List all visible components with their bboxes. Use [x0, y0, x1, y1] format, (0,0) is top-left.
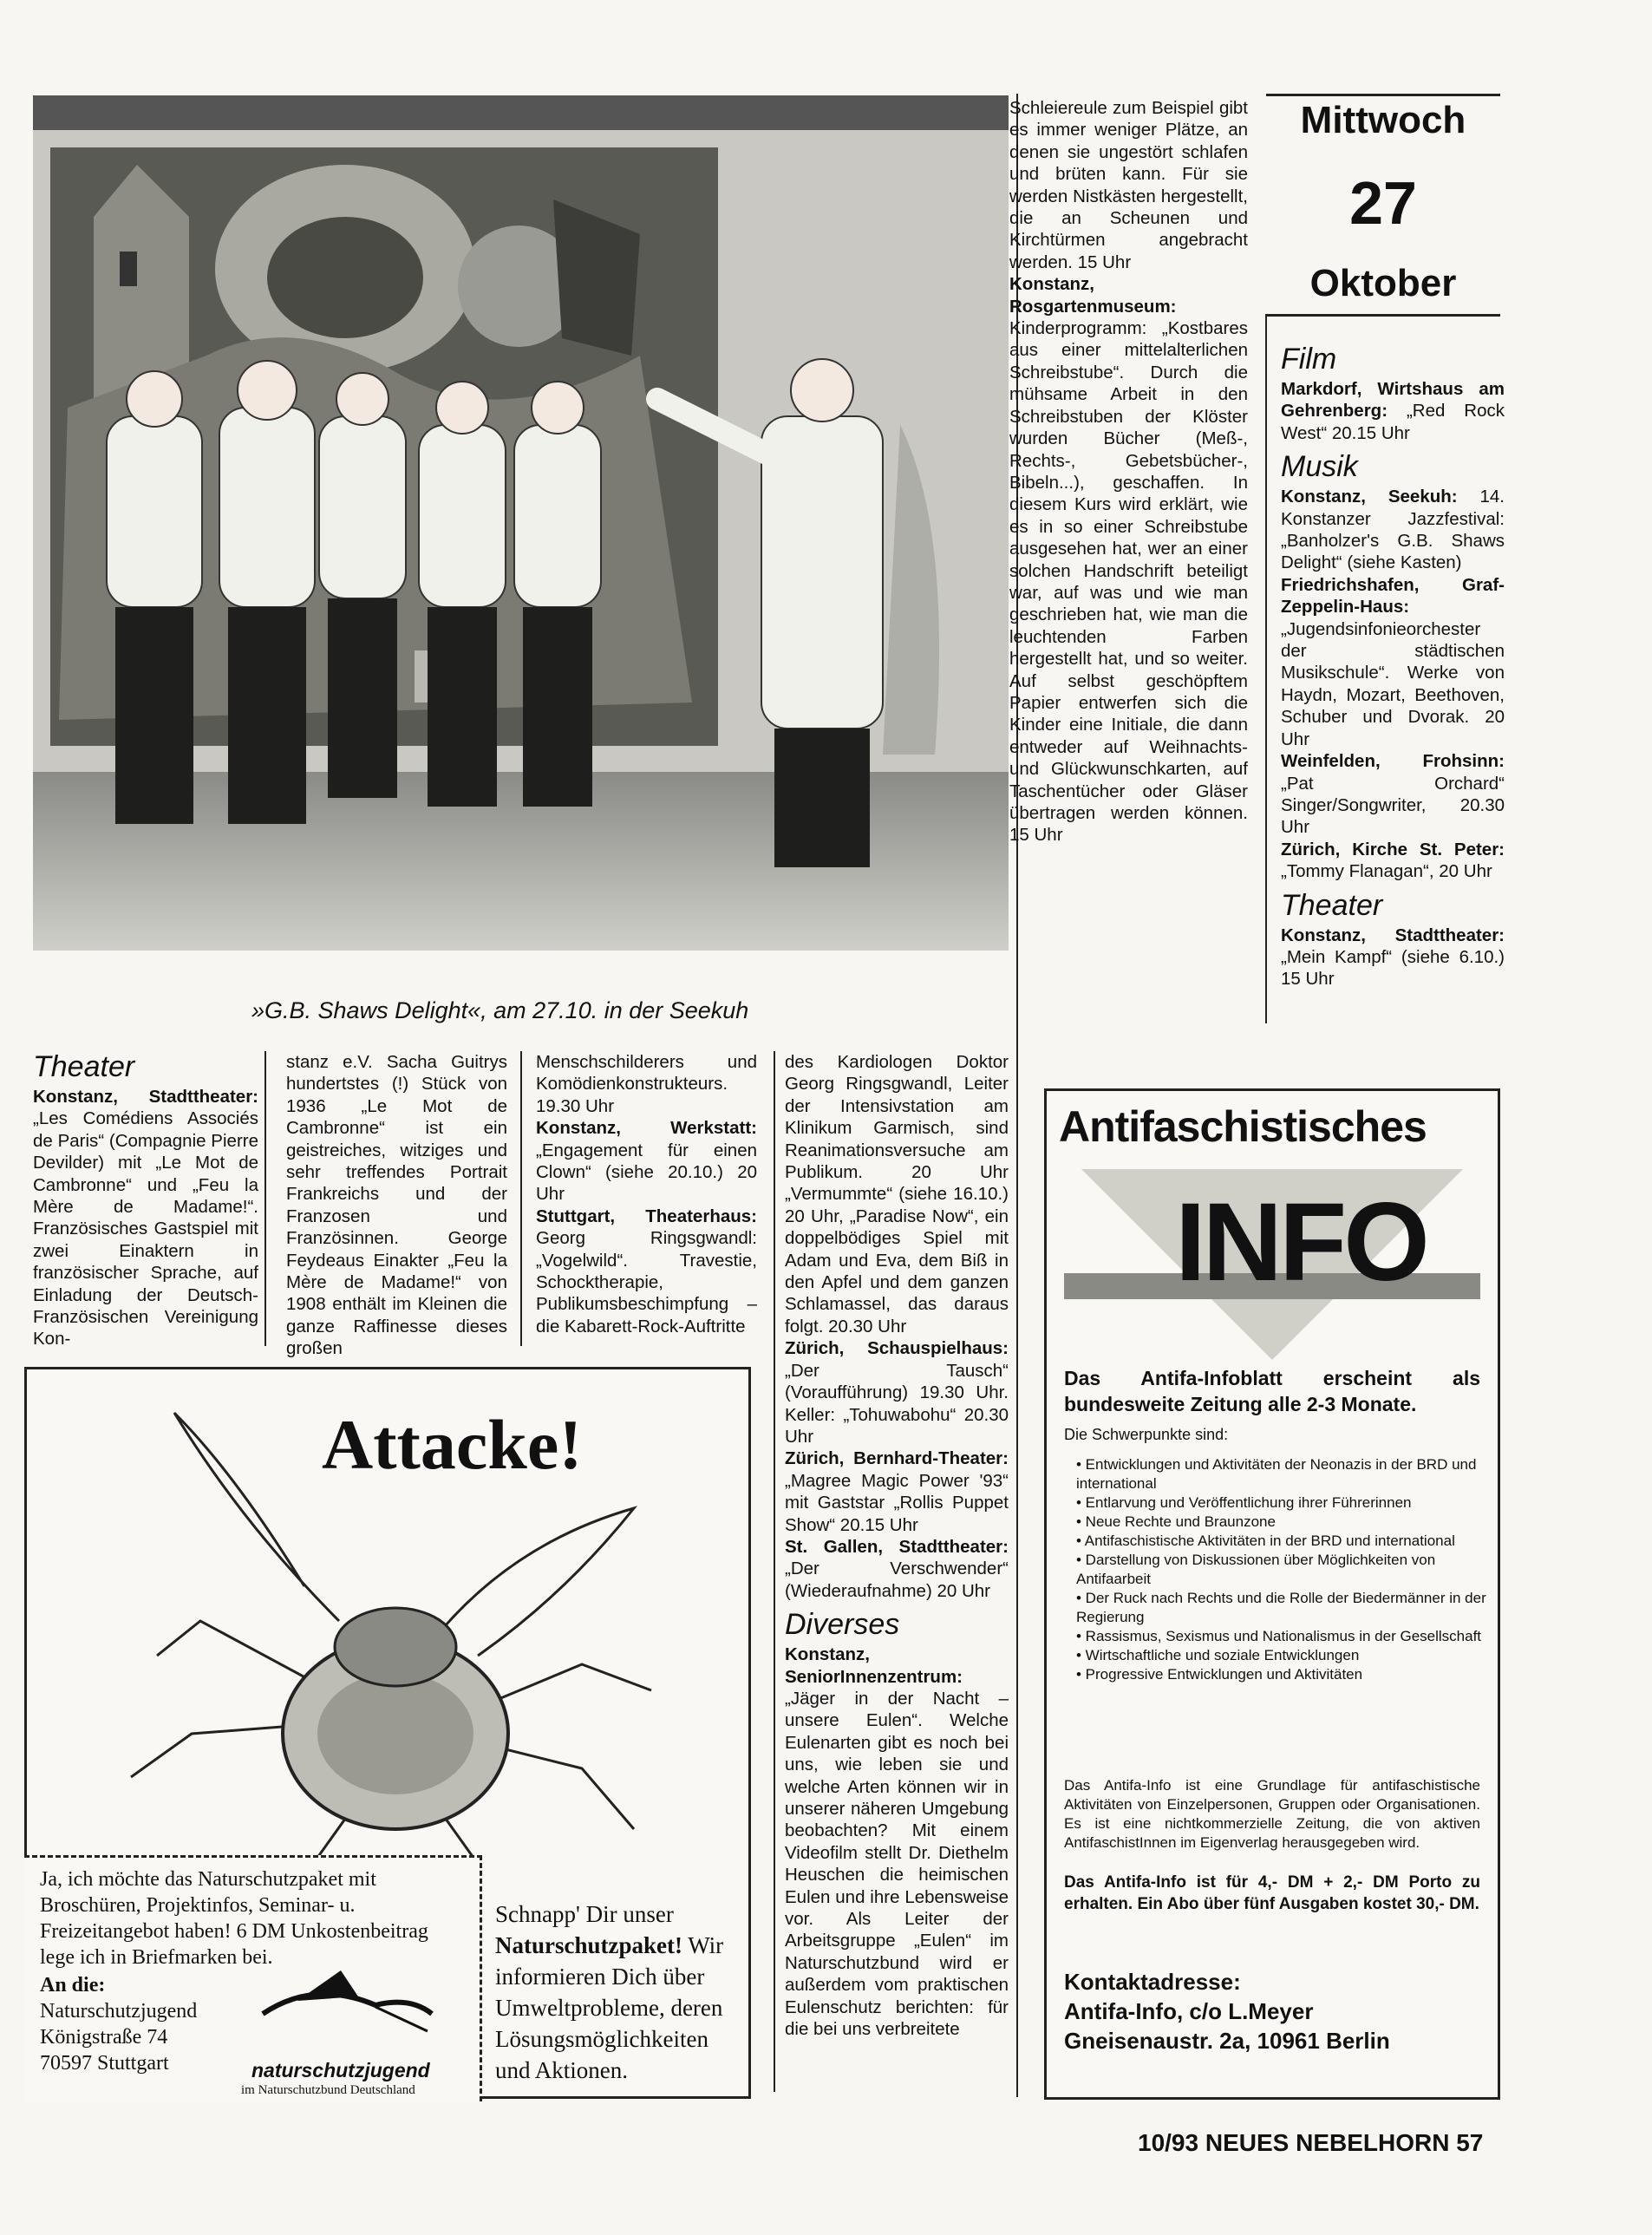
stadttheater-heading: Konstanz, Stadttheater:: [33, 1087, 258, 1107]
antifa-bullet: • Antifaschistische Aktivitäten in der BRD und international: [1076, 1532, 1455, 1549]
bernhard-text: „Magree Magic Power '93“ mit Gaststar „Rollis Puppet Show“ 20.15 Uhr: [785, 1470, 1009, 1535]
diverses-title: Diverses: [785, 1608, 900, 1642]
photo-caption: »G.B. Shaws Delight«, am 27.10. in der Seekuh: [251, 997, 749, 1023]
musik-3-text: „Pat Orchard“ Singer/Songwriter, 20.30 Uhr: [1281, 773, 1505, 838]
address-line-2: Königstraße 74: [40, 2026, 168, 2049]
antifa-price: Das Antifa-Info ist für 4,- DM + 2,- DM Porto zu erhalten. Ein Abo über fünf Ausgaben kostet 30,- DM.: [1064, 1873, 1480, 1913]
col-rule-1: [264, 1051, 266, 1346]
antifa-bullet: • Wirtschaftliche und soziale Entwicklungen: [1076, 1647, 1360, 1663]
theater-1-heading: Konstanz, Stadttheater:: [1281, 925, 1505, 945]
rosgarten-heading: Konstanz, Rosgartenmuseum:: [1009, 274, 1177, 317]
address-line-1: Naturschutzjugend: [40, 2000, 198, 2023]
antifa-title: Antifaschistisches: [1059, 1102, 1427, 1151]
promo-line-3: Wir informieren Dich über Umweltprobleme, deren Lösungsmöglichkeiten und Aktionen.: [495, 1932, 724, 2083]
address-line-3: 70597 Stuttgart: [40, 2052, 169, 2075]
col-rule-2: [520, 1051, 522, 1346]
owl-continuation-text: Schleiereule zum Beispiel gibt es immer weniger Plätze, an denen sie ungestört schlafen und brüten kann. Für sie werden Nistkästen hergestellt, die an Scheunen und Kirchtürmen angebracht werden. 15 Uhr: [1009, 98, 1248, 272]
rosgarten-text: Kinderprogramm: „Kostbares aus einer mittelalterlichen Schreibstube“. Durch die mühsame Arbeit in den Schreibstuben der Klöster wurden Bücher (Meß-, Rechts-, Gebetsbücher-, Bibeln...), geschaffen. In diesem Kurs wird erklärt, wie es in so einer Schreibstube ausgesehen hat, wer an einer solchen Handschrift beteiligt war, auf was und wie man geschrieben hat, wie man die leuchtenden Farben hergestellt hat, und so weiter. Auf selbst geschöpftem Papier entwerfen sich die Kinder eine Initiale, die dann entweder auf Weihnachts- und Glückwunschkarten, auf Taschentücher oder Gläser übertragen werden können. 15 Uhr: [1009, 318, 1248, 846]
photo-scene: [33, 95, 1009, 951]
stgallen-heading: St. Gallen, Stadttheater:: [785, 1536, 1009, 1557]
werkstatt-text: „Engagement für einen Clown“ (siehe 20.10.) 20 Uhr: [536, 1140, 757, 1205]
theater-column-4: [785, 1051, 1009, 2040]
musik-2-text: „Jugendsinfonieorchester der städtischen Musikschule“. Werke von Haydn, Mozart, Beethoven, Schuber und Dvorak. 20 Uhr: [1281, 618, 1505, 749]
promo-text: [495, 1898, 738, 2086]
antifa-bullet: • Progressive Entwicklungen und Aktivitäten: [1076, 1666, 1363, 1683]
ringsgwandl-text: des Kardiologen Doktor Georg Ringsgwandl, Leiter der Intensivstation am Klinikum Garmisch, sind Reanimationsversuche am Publikum. 20 Uhr „Vermummte“ (siehe 16.10.) 20 Uhr, „Paradise Now“, ein doppelbödiges Spiel mit Adam und Eva, dem Biß in den Apfel und dem ganzen Schlamassel, das daraus folgt. 20.30 Uhr: [785, 1052, 1009, 1336]
antifa-contact: [1064, 1967, 1480, 2055]
event-photo: [33, 95, 1009, 951]
bernhard-heading: Zürich, Bernhard-Theater:: [785, 1448, 1009, 1469]
musik-1-heading: Konstanz, Seekuh:: [1281, 487, 1458, 507]
theater-section-title: Theater: [1281, 888, 1383, 922]
contact-line-1: Antifa-Info, c/o L.Meyer: [1064, 1998, 1314, 2024]
stork-logo-icon: [245, 1962, 445, 2057]
theaterhaus-text: Georg Ringsgwandl: „Vogelwild“. Travestie, Schocktherapie, Publikumsbeschimpfung – die Kabarett-Rock-Auftritte: [536, 1228, 757, 1336]
coupon-box: [24, 1855, 482, 2101]
date-day: 27: [1349, 169, 1417, 237]
film-1-heading: Markdorf, Wirtshaus am Gehrenberg:: [1281, 379, 1505, 422]
address-label: An die:: [40, 1974, 106, 1996]
date-bottom-rule: [1266, 314, 1500, 317]
stadttheater-text: „Les Comédiens Associés de Paris“ (Compagnie Pierre Devilder) mit „Le Mot de Cambronne“ und „Feu la Mère de Madame!“. Französisches Gastspiel mit zwei Einaktern in französischer Sprache, auf Einladung der Deutsch-Französischen Vereinigung Kon-: [33, 1108, 258, 1349]
attacke-headline: Attacke!: [322, 1405, 583, 1484]
antifa-bullet: • Darstellung von Diskussionen über Möglichkeiten von Antifaarbeit: [1076, 1552, 1436, 1587]
right-continuation-column: [1009, 97, 1248, 846]
antifa-bullet: • Der Ruck nach Rechts und die Rolle der Biedermänner in der Regierung: [1076, 1590, 1486, 1625]
antifa-description: Das Antifa-Info ist eine Grundlage für antifaschistische Aktivitäten von Einzelpersonen, Gruppen oder Organisationen. Es ist eine nichtkommerzielle Zeitung, die von aktiven AntifaschistInnen im Eigenverlag herausgegeben wird.: [1064, 1777, 1480, 1851]
theater-title: Theater: [33, 1050, 135, 1083]
senior-heading: Konstanz, SeniorInnenzentrum:: [785, 1644, 963, 1687]
logo-text: naturschutzjugend: [251, 2059, 430, 2081]
musik-2-heading: Friedrichshafen, Graf-Zeppelin-Haus:: [1281, 574, 1505, 618]
antifa-bullet: • Neue Rechte und Braunzone: [1076, 1513, 1276, 1530]
coupon-text: Ja, ich möchte das Naturschutzpaket mit Broschüren, Projektinfos, Seminar- u. Freizeitangebot haben! 6 DM Unkostenbeitrag lege ich in Briefmarken bei.: [40, 1868, 428, 1969]
contact-line-2: Gneisenaustr. 2a, 10961 Berlin: [1064, 2028, 1390, 2054]
antifa-focus-label: Die Schwerpunkte sind:: [1064, 1426, 1229, 1443]
schilderer-text: Menschschilderers und Komödienkonstrukteurs. 19.30 Uhr: [536, 1052, 757, 1116]
musik-3-heading: Weinfelden, Frohsinn:: [1281, 751, 1505, 772]
senior-text: „Jäger in der Nacht – unsere Eulen“. Welche Eulenarten gibt es noch bei uns, wie leben sie und welche Arten können wir in unserer näheren Umgebung beobachten? Mit einem Videofilm stellt Dr. Diethelm Heuschen die heimischen Eulen und ihre Lebensweise vor. Als Leiter der Arbeitsgruppe „Eulen“ im Naturschutzbund wird er außerdem vom praktischen Eulenschutz berichten: für die bei uns verbreitete: [785, 1688, 1009, 2040]
stgallen-text: „Der Verschwender“ (Wiederaufnahme) 20 Uhr: [785, 1559, 1009, 1601]
antifa-logo: INFO: [1175, 1180, 1427, 1304]
antifa-bullet-list: [1064, 1455, 1492, 1684]
contact-label: Kontaktadresse:: [1064, 1969, 1241, 1995]
musik-section-title: Musik: [1281, 450, 1358, 484]
page-footer: 10/93 NEUES NEBELHORN 57: [1138, 2129, 1484, 2156]
coupon-address: [40, 1972, 239, 2076]
antifa-bullet: • Rassismus, Sexismus und Nationalismus in der Gesellschaft: [1076, 1628, 1482, 1644]
film-section-title: Film: [1281, 343, 1337, 376]
theater-1-text: „Mein Kampf“ (siehe 6.10.) 15 Uhr: [1281, 946, 1505, 990]
promo-line-1: Schnapp' Dir unser: [495, 1901, 674, 1927]
musik-4-heading: Zürich, Kirche St. Peter:: [1281, 839, 1505, 859]
theater-column-1: [33, 1049, 258, 1350]
antifa-bullet: • Entlarvung und Veröffentlichung ihrer Führerinnen: [1076, 1494, 1412, 1511]
logo-subtext: im Naturschutzbund Deutschland: [241, 2083, 415, 2097]
musik-4-text: „Tommy Flanagan“, 20 Uhr: [1281, 861, 1492, 882]
antifa-ad: [1044, 1088, 1500, 2100]
attacke-ad: [24, 1367, 751, 2099]
date-weekday: Mittwoch: [1300, 99, 1466, 141]
date-listings-column: [1281, 337, 1505, 990]
beetle-illustration: [27, 1395, 748, 1881]
schauspielhaus-text: „Der Tausch“ (Voraufführung) 19.30 Uhr. Keller: „Tohuwabohu“ 20.30 Uhr: [785, 1360, 1009, 1447]
date-box: [1266, 95, 1500, 305]
date-month: Oktober: [1309, 262, 1457, 304]
musik-1-text: 14. Konstanzer Jazzfestival: „Banholzer's G.B. Shaws Delight“ (siehe Kasten): [1281, 487, 1505, 573]
antifa-bullet: • Entwicklungen und Aktivitäten der Neonazis in der BRD und international: [1076, 1456, 1477, 1492]
theaterhaus-heading: Stuttgart, Theaterhaus:: [536, 1206, 757, 1226]
schauspielhaus-heading: Zürich, Schauspielhaus:: [785, 1338, 1009, 1359]
theater-column-2: [286, 1051, 507, 1360]
werkstatt-heading: Konstanz, Werkstatt:: [536, 1118, 757, 1139]
col-rule-3: [774, 1051, 775, 2092]
promo-line-2: Naturschutzpaket!: [495, 1932, 682, 1958]
theater-column-3: [536, 1051, 757, 1337]
listings-left-rule: [1265, 314, 1267, 1023]
film-1-text: „Red Rock West“ 20.15 Uhr: [1281, 401, 1505, 443]
guitry-text: stanz e.V. Sacha Guitrys hundertstes (!) Stück von 1936 „Le Mot de Cambronne“ ist ein geistreiches, witziges und sehr treffendes Portrait Frankreichs und der Franzosen und Französinnen. George Feydeaus Einakter „Feu la Mère de Madame!“ von 1908 enthält im Kleinen die ganze Raffinesse dieses großen: [286, 1052, 507, 1359]
antifa-intro: Das Antifa-Infoblatt erscheint als bundesweite Zeitung alle 2-3 Monate.: [1064, 1367, 1480, 1415]
